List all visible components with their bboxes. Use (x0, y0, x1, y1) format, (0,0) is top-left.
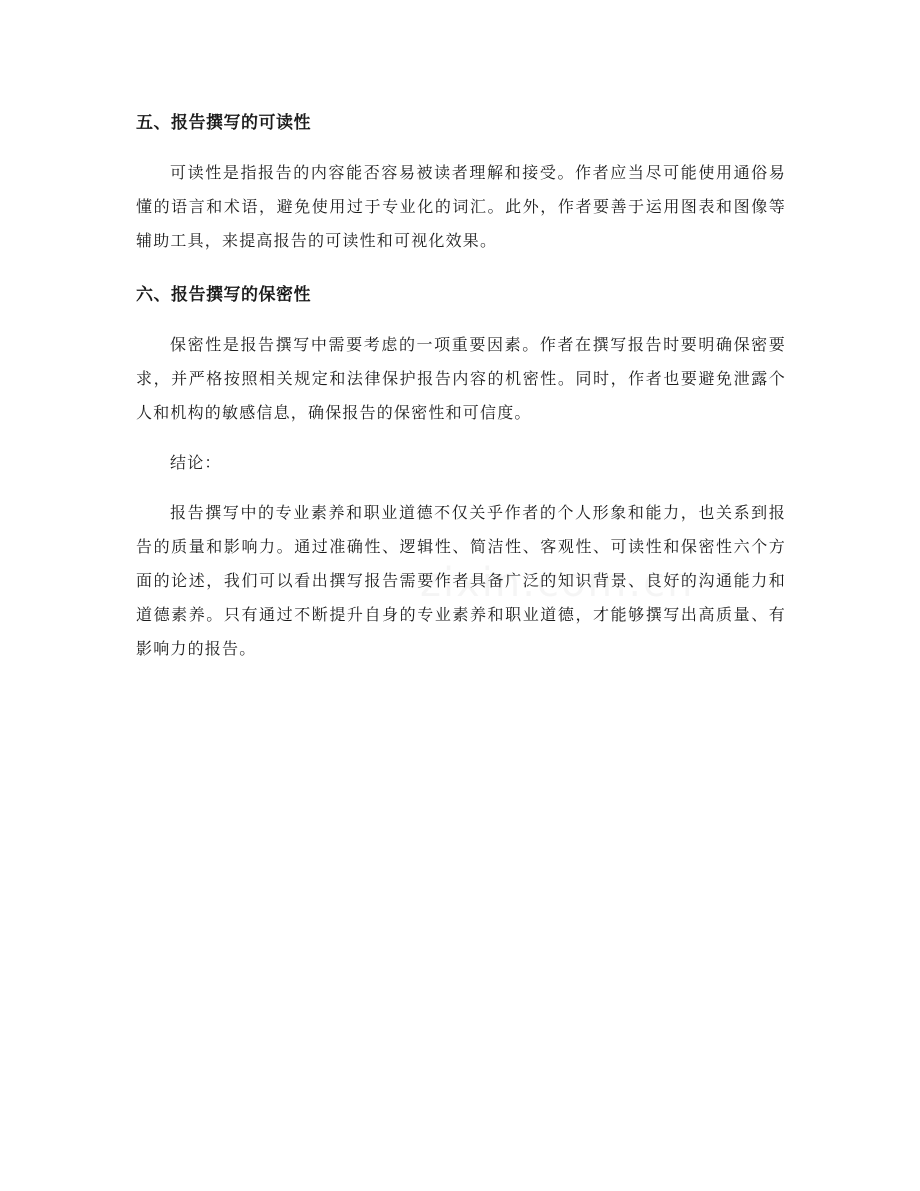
conclusion-label: 结论： (170, 453, 222, 472)
section-paragraph-confidentiality: 保密性是报告撰写中需要考虑的一项重要因素。作者在撰写报告时要明确保密要求，并严格按照相关规定和法律保护报告内容的机密性。同时，作者也要避免泄露个人和机构的敏感信息，确保报告的保密性和可信度。 (136, 335, 786, 422)
section-paragraph-readability: 可读性是指报告的内容能否容易被读者理解和接受。作者应当尽可能使用通俗易懂的语言和术语，避免使用过于专业化的词汇。此外，作者要善于运用图表和图像等辅助工具，来提高报告的可读性和可视化效果。 (136, 163, 786, 250)
section-heading-confidentiality: 六、报告撰写的保密性 (136, 285, 311, 305)
conclusion-paragraph: 报告撰写中的专业素养和职业道德不仅关乎作者的个人形象和能力，也关系到报告的质量和影响力。通过准确性、逻辑性、简洁性、客观性、可读性和保密性六个方面的论述，我们可以看出撰写报告需要作者具备广泛的知识背景、良好的沟通能力和道德素养。只有通过不断提升自身的专业素养和职业道德，才能够撰写出高质量、有影响力的报告。 (136, 503, 786, 658)
document-body (136, 110, 786, 666)
section-heading-readability: 五、报告撰写的可读性 (136, 113, 311, 133)
